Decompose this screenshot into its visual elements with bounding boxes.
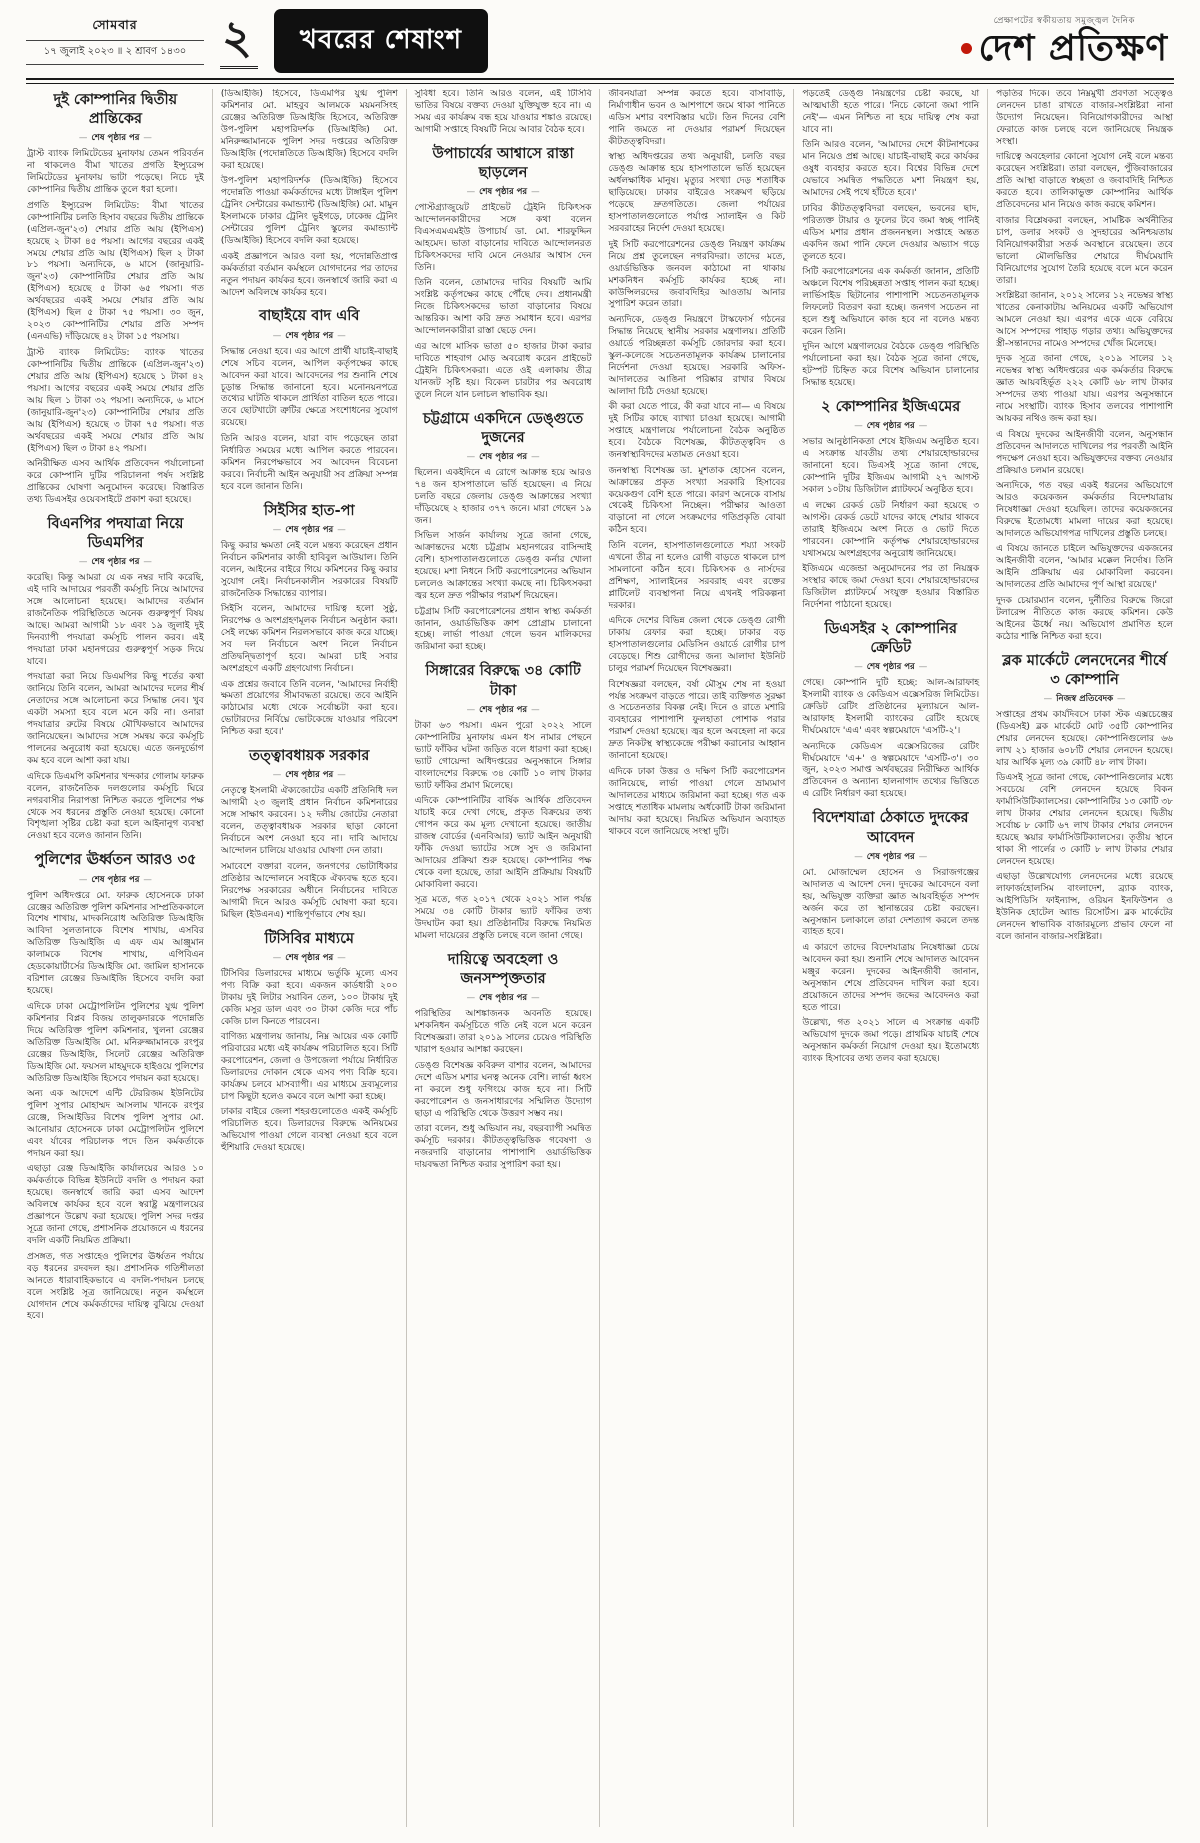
body-text: কিছু করার ক্ষমতা নেই বলে মন্তব্য করেছেন প্রধান নির্বাচন কমিশনার কাজী হাবিবুল আউয়াল। তিনি বলেন, আইনের বাইরে গিয়ে কমিশনের কিছু করার সুযোগ নেই। নির্বাচনকালীন সরকারের বিষয়টি রাজনৈতিক সিদ্ধান্তের ব্যাপার।	[220, 540, 398, 599]
body-text: নেতৃত্বে ইসলামী ঐক্যজোটের একটি প্রতিনিধি দল আগামী ২৩ জুলাই প্রধান নির্বাচন কমিশনারের সঙ্গে সাক্ষাৎ করবেন। ১২ দলীয় জোটের নেতারা বলেন, তত্ত্বাবধায়ক সরকার ছাড়া কোনো নির্বাচনে অংশ নেওয়া হবে না। দাবি আদায়ে আন্দোলন চালিয়ে যাওয়ার ঘোষণা দেন তারা।	[220, 786, 398, 857]
body-text: এক প্রশ্নের জবাবে তিনি বলেন, 'আমাদের নির্বাহী ক্ষমতা প্রয়োগের সীমাবদ্ধতা রয়েছে। তবে আইনি কাঠামোর মধ্যে থেকে সর্বোচ্চটা করা হবে। ভোটারদের নির্বিঘ্নে ভোটকেন্দ্রে যাওয়ার পরিবেশ নিশ্চিত করা হবে।'	[220, 679, 398, 738]
body-text: সপ্তাহের প্রথম কার্যদিবসে ঢাকা স্টক এক্সচেঞ্জের (ডিএসই) ব্লক মার্কেটে মোট ৩৫টি কোম্পানির শেয়ার লেনদেন হয়েছে। কোম্পানিগুলোর ৬৬ লাখ ২১ হাজার ৬০৮টি শেয়ার লেনদেন হয়েছে। যার আর্থিক মূল্য ৩৯ কোটি ৪৮ লাখ টাকা।	[996, 709, 1173, 768]
body-text: এর আগে মাসিক ভাতা ৫০ হাজার টাকা করার দাবিতে শাহবাগ মোড় অবরোধ করেন প্রাইভেট ট্রেইনি চিকিৎসকরা। এতে ওই এলাকায় তীব্র যানজট সৃষ্টি হয়। বিকেল চারটার পর অবরোধ তুলে নিলে যান চলাচল স্বাভাবিক হয়।	[414, 341, 592, 400]
body-text: এদিকে ঢাকা উত্তর ও দক্ষিণ সিটি করপোরেশন জানিয়েছে, লার্ভা পাওয়া গেলে ভ্রাম্যমাণ আদালতের মাধ্যমে জরিমানা করা হচ্ছে। গত এক সপ্তাহে শতাধিক মামলায় অর্ধকোটি টাকা জরিমানা আদায় করা হয়েছে। নিয়মিত অভিযান অব্যাহত থাকবে বলে জানিয়েছে সংস্থা দুটি।	[608, 766, 786, 837]
article-continuation	[415, 89, 592, 137]
body-text: তিনি আরও বলেন, যারা বাদ পড়েছেন তারা নির্ধারিত সময়ের মধ্যে আপিল করতে পারবেন। কমিশন নিরপেক্ষভাবে সব আবেদন বিবেচনা করবে। নির্বাচনী আইন অনুযায়ী সব প্রক্রিয়া সম্পন্ন হবে বলে জানান তিনি।	[220, 433, 398, 492]
article	[802, 620, 979, 801]
article-headline: দায়িত্বে অবহেলা ও জনসম্পৃক্ততার	[447, 952, 559, 988]
body-text: সিভিল সার্জন কার্যালয় সূত্রে জানা গেছে, আক্রান্তদের মধ্যে চট্টগ্রাম মহানগরের বাসিন্দাই বেশি। হাসপাতালগুলোতে ডেঙ্গু কর্নার খোলা হয়েছে। মশা নিধনে সিটি করপোরেশনের অভিযান চললেও আক্রান্তের সংখ্যা কমছে না। চিকিৎসকরা জ্বর হলে দ্রুত পরীক্ষার পরামর্শ দিয়েছেন।	[414, 531, 592, 602]
body-text: অন্যদিকে, ডেঙ্গু নিয়ন্ত্রণে টাস্কফোর্স গঠনের সিদ্ধান্ত নিয়েছে স্থানীয় সরকার মন্ত্রণালয়। প্রতিটি ওয়ার্ডে পরিচ্ছন্নতা কর্মসূচি জোরদার করা হবে। স্কুল-কলেজে সচেতনতামূলক কার্যক্রম চালানোর নির্দেশনা দেওয়া হয়েছে। সরকারি অফিস-আদালতের আঙিনা পরিষ্কার রাখার বিষয়ে আলাদা চিঠি দেওয়া হয়েছে।	[608, 314, 786, 397]
body-text: এদিকে দেশের বিভিন্ন জেলা থেকে ডেঙ্গু রোগী ঢাকায় রেফার করা হচ্ছে। ঢাকার বড় হাসপাতালগুলোর মেডিসিন ওয়ার্ডে রোগীর চাপ বেড়েছে। শিশু রোগীদের জন্য আলাদা ইউনিট চালুর পরামর্শ দিয়েছেন বিশেষজ্ঞরা।	[608, 616, 786, 675]
body-text: ইজিএমে এজেন্ডা অনুমোদনের পর তা নিয়ন্ত্রক সংস্থার কাছে জমা দেওয়া হবে। শেয়ারহোল্ডারদের ডিজিটাল প্ল্যাটফর্মে সংযুক্ত হওয়ার বিস্তারিত নির্দেশনা পাঠানো হয়েছে।	[802, 564, 980, 610]
body-text: ট্রাস্ট ব্যাংক লিমিটেড: ব্যাংক খাতের কোম্পানিটির দ্বিতীয় প্রান্তিকে (এপ্রিল-জুন'২৩) শেয়ার প্রতি আয় (ইপিএস) হয়েছে ১ টাকা ৪২ পয়সা। আগের বছরের একই সময়ে শেয়ার প্রতি আয় ছিল ১ টাকা ৩২ পয়সা। অন্যদিকে, ৬ মাসে (জানুয়ারি-জুন'২৩) কোম্পানিটির শেয়ার প্রতি আয় (ইপিএস) হয়েছে ৩ টাকা ৭৫ পয়সা। গত অর্থবছরের একই সময়ে শেয়ার প্রতি আয় (ইপিএস) ছিল ৩ টাকা ৪২ পয়সা।	[27, 347, 204, 454]
page-number-ornament	[220, 9, 258, 69]
continued-from-label: — শেষ পৃষ্ঠার পর —	[221, 951, 398, 965]
body-text: পরিস্থিতির আশঙ্কাজনক অবনতি হয়েছে। মশকনিধন কর্মসূচিতে গতি নেই বলে মনে করেন বিশেষজ্ঞরা। তারা ২০১৯ সালের চেয়েও পরিস্থিতি খারাপ হওয়ার আশঙ্কা করছেন।	[414, 1009, 592, 1056]
news-column-6	[988, 89, 1174, 1827]
continued-from-label: — শেষ পৃষ্ঠার পর —	[802, 419, 979, 433]
article	[221, 747, 398, 921]
article	[415, 951, 592, 1172]
body-text: বাজার বিশ্লেষকরা বলছেন, সামষ্টিক অর্থনীতির চাপ, ডলার সংকট ও সুদহারের অনিশ্চয়তায় বিনিয়োগকারীরা সতর্ক অবস্থানে রয়েছেন। তবে ভালো মৌলভিত্তির শেয়ারে দীর্ঘমেয়াদি বিনিয়োগের সুযোগ তৈরি হয়েছে বলে মনে করেন তারা।	[996, 215, 1173, 286]
continued-from-label: — শেষ পৃষ্ঠার পর —	[802, 850, 979, 864]
body-text: জীবনযাত্রা সম্পন্ন করতে হবে। বাসাবাড়ি, নির্মাণাধীন ভবন ও আশপাশে জমে থাকা পানিতে এডিস মশার বংশবিস্তার ঘটে। তিন দিনের বেশি পানি জমতে না দেওয়ার পরামর্শ দিয়েছেন কীটতত্ত্ববিদরা।	[608, 89, 786, 147]
body-text: একই প্রজ্ঞাপনে আরও বলা হয়, পদোন্নতিপ্রাপ্ত কর্মকর্তারা বর্তমান কর্মস্থলে যোগদানের পর তাদের নতুন পদায়ন কার্যকর হবে। জনস্বার্থে জারি করা এ আদেশ অবিলম্বে কার্যকর হবে।	[220, 251, 398, 298]
article-headline: বিএনপির পদযাত্রা নিয়ে ডিএমপির	[47, 515, 184, 551]
body-text: ছিলেন। একইদিনে এ রোগে আক্রান্ত হয়ে আরও ৭৪ জন হাসপাতালে ভর্তি হয়েছেন। এ নিয়ে চলতি বছরে জেলায় ডেঙ্গু আক্রান্তের সংখ্যা দাঁড়িয়েছে ২ হাজার ৩৭৭ জনে। মারা গেছেন ১৯ জন।	[414, 467, 592, 526]
day-label: সোমবার	[92, 17, 138, 32]
continued-from-label: — শেষ পৃষ্ঠার পর —	[27, 555, 204, 569]
body-text: ঢাবির কীটতত্ত্ববিদরা বলছেন, ভবনের ছাদ, পরিত্যক্ত টায়ার ও ফুলের টবে জমা স্বচ্ছ পানিই এডিস মশার প্রধান প্রজননস্থল। সপ্তাহে অন্তত একদিন জমা পানি ফেলে দেওয়ার অভ্যাস গড়ে তুলতে হবে।	[802, 203, 980, 262]
newspaper-title: দেশ প্রতিক্ষণ	[978, 27, 1168, 70]
article	[415, 662, 592, 943]
body-text: সমাবেশে বক্তারা বলেন, জনগণের ভোটাধিকার প্রতিষ্ঠার আন্দোলনে সবাইকে ঐক্যবদ্ধ হতে হবে। নিরপেক্ষ সরকারের অধীনে নির্বাচনের দাবিতে আগামী দিনে আরও কর্মসূচি ঘোষণা করা হবে। মিছিল (ইউএনএ) শান্তিপূর্ণভাবে শেষ হয়।	[220, 861, 398, 920]
article-headline: চট্টগ্রামে একদিনে ডেঙ্গুতে দুজনের	[422, 410, 584, 446]
body-text: পুলিশ অধিদপ্তরে মো. ফারুক হোসেনকে ঢাকা রেঞ্জের অতিরিক্ত পুলিশ কমিশনার সাম্প্রতিককালে বিশেষ শাখায়, মাদকনিরোধ অতিরিক্ত ডিআইজি আবিদা সুলতানাকে বিশেষ শাখায়, এসবির অতিরিক্ত ডিআইজি এ এফ এম আঞ্জুমান কালামকে বিশেষ শাখায়, এপিবিএন হেডকোয়ার্টার্সের ডিআইজি মো. জামিল হাসানকে বরিশাল রেঞ্জের ডিআইজি হিসেবে বদলি করা হয়েছে।	[27, 890, 204, 997]
body-text: গেছে। কোম্পানি দুটি হচ্ছে: আল-আরাফাহ ইসলামী ব্যাংক ও কেডিএস এক্সেসরিজ লিমিটেড। ক্রেডিট রেটিং প্রতিষ্ঠানের মূল্যায়নে আল-আরাফাহ ইসলামী ব্যাংকের রেটিং হয়েছে দীর্ঘমেয়াদে 'এএ' এবং স্বল্পমেয়াদে 'এসটি-২'।	[802, 678, 980, 737]
article-headline: উপাচার্যের আশ্বাসে রাস্তা ছাড়লেন	[432, 145, 574, 181]
date-block	[26, 17, 204, 65]
body-text: অন্যদিকে কেডিএস এক্সেসরিজের রেটিং দীর্ঘমেয়াদে 'এ+' ও স্বল্পমেয়াদে 'এসটি-৩'। ৩০ জুন, ২০২৩ সমাপ্ত অর্থবছরের নিরীক্ষিত আর্থিক প্রতিবেদন ও অন্যান্য হালনাগাদ তথ্যের ভিত্তিতে এ রেটিং নির্ধারণ করা হয়েছে।	[802, 741, 980, 800]
body-text: অনিরীক্ষিত এসব আর্থিক প্রতিবেদন পর্যালোচনা করে কোম্পানি দুটির পরিচালনা পর্ষদ সংশ্লিষ্ট প্রান্তিকের ঘোষণা অনুমোদন করেছে। বিস্তারিত তথ্য ডিএসইর ওয়েবসাইটে প্রকাশ করা হয়েছে।	[27, 458, 204, 505]
article	[27, 515, 204, 844]
body-text: পোস্টগ্র্যাজুয়েট প্রাইভেট ট্রেইনি চিকিৎসক আন্দোলনকারীদের সঙ্গে কথা বলেন বিএসএমএমইউ উপাচার্য ডা. মো. শারফুদ্দিন আহমেদ। ভাতা বাড়ানোর দাবিতে আন্দোলনরত চিকিৎসকদের দাবি মেনে নেওয়ার আশ্বাস দেন তিনি।	[414, 203, 592, 273]
article	[27, 91, 204, 507]
article-continuation	[802, 89, 979, 390]
continued-from-label: — শেষ পৃষ্ঠার পর —	[415, 185, 592, 199]
body-text: তিনি বলেন, হাসপাতালগুলোতে শয্যা সংকট এখনো তীব্র না হলেও রোগী বাড়তে থাকলে চাপ সামলানো কঠিন হবে। চিকিৎসক ও নার্সদের প্রশিক্ষণ, স্যালাইনের সরবরাহ এবং রক্তের প্লাটিলেট ব্যবস্থাপনা নিয়ে এখনই পরিকল্পনা দরকার।	[608, 540, 786, 611]
article-headline: ২ কোম্পানির ইজিএমের	[821, 399, 961, 416]
body-text: সংশ্লিষ্টরা জানান, ২০১২ সালের ১২ নভেম্বর স্বাস্থ্য খাতের কেনাকাটায় অনিয়মের একটি অভিযোগ আমলে নেওয়া হয়। এরপর একে একে বেরিয়ে আসে সম্পদের পাহাড় গড়ার তথ্য। অভিযুক্তদের স্ত্রী-সন্তানদের নামেও সম্পদের খোঁজ মিলেছে।	[996, 291, 1173, 349]
body-text: চট্টগ্রাম সিটি করপোরেশনের প্রধান স্বাস্থ্য কর্মকর্তা জানান, ওয়ার্ডভিত্তিক ক্রাশ প্রোগ্রাম চালানো হচ্ছে। লার্ভা পাওয়া গেলে ভবন মালিকদের জরিমানা করা হচ্ছে।	[414, 606, 592, 653]
article-headline: তত্ত্বাবধায়ক সরকার	[249, 748, 370, 765]
body-text: দুদক সূত্রে জানা গেছে, ২০১৯ সালের ১২ নভেম্বর স্বাস্থ্য অধিদপ্তরের এক কর্মকর্তার বিরুদ্ধে জ্ঞাত আয়বহির্ভূত ২২২ কোটি ৬৮ লাখ টাকার সম্পদের তথ্য পাওয়া যায়। এরপর অনুসন্ধানে নামে সংস্থাটি। ব্যাংক হিসাব তলবের পাশাপাশি আয়কর নথিও জব্দ করা হয়।	[996, 354, 1173, 425]
article-headline: দুই কোম্পানির দ্বিতীয় প্রান্তিকের	[53, 92, 178, 128]
section-banner-label: খবরের শেষাংশ	[299, 25, 462, 55]
article-headline: পুলিশের ঊর্ধ্বতন আরও ৩৫	[34, 852, 197, 869]
article-headline: ডিএসইর ২ কোম্পানির ক্রেডিট	[824, 620, 957, 657]
body-text: টিসিবির ডিলারদের মাধ্যমে ভর্তুকি মূল্যে এসব পণ্য বিক্রি করা হবে। একজন কার্ডধারী ২০০ টাকায় দুই লিটার সয়াবিন তেল, ১০০ টাকায় দুই কেজি মসুর ডাল এবং ৩০ টাকা কেজি দরে পাঁচ কেজি চাল কিনতে পারবেন।	[220, 968, 398, 1027]
body-text: এ লক্ষ্যে রেকর্ড ডেট নির্ধারণ করা হয়েছে ৩ আগস্ট। রেকর্ড ডেটে যাদের কাছে শেয়ার থাকবে তারাই ইজিএমে অংশ নিতে ও ভোট দিতে পারবেন। কোম্পানি কর্তৃপক্ষ শেয়ারহোল্ডারদের যথাসময়ে অংশগ্রহণের অনুরোধ জানিয়েছে।	[802, 500, 980, 559]
article-headline: টিসিবির মাধ্যমে	[264, 930, 354, 947]
article	[415, 145, 592, 402]
body-text: প্রগতি ইন্স্যুরেন্স লিমিটেড: বীমা খাতের কোম্পানিটির চলতি হিসাব বছরের দ্বিতীয় প্রান্তিকে (এপ্রিল-জুন'২৩) শেয়ার প্রতি আয় (ইপিএস) হয়েছে ২ টাকা ৪৫ পয়সা। আগের বছরের একই সময়ে শেয়ার প্রতি আয় (ইপিএস) ছিল ২ টাকা ৮১ পয়সা। অন্যদিকে, ৬ মাসে (জানুয়ারি-জুন'২৩) কোম্পানিটির শেয়ার প্রতি আয় (ইপিএস) হয়েছে ৫ টাকা ৬৫ পয়সা। গত অর্থবছরের একই সময়ে শেয়ার প্রতি আয় (ইপিএস) ছিল ৫ টাকা ৭৫ পয়সা। ৩০ জুন, ২০২৩ কোম্পানিটির শেয়ার প্রতি সম্পদ (এনএভি) দাঁড়িয়েছে ৪২ টাকা ১৫ পয়সায়।	[27, 200, 204, 343]
body-text: সুবিধা হবে। তিনি আরও বলেন, এই টিসিবি ভাতির বিষয়ে বক্তব্য দেওয়া যুক্তিযুক্ত হবে না। এ সময় এর কার্যক্রম বন্ধ হয়ে যাওয়ার শঙ্কাও রয়েছে। আগামী সপ্তাহে বিষয়টি নিয়ে আবার বৈঠক হবে।	[414, 89, 592, 135]
body-text: এ বিষয়ে জানতে চাইলে অভিযুক্তদের একজনের আইনজীবী বলেন, 'আমার মক্কেল নির্দোষ। তিনি আইনি প্রক্রিয়ায় এর মোকাবিলা করবেন। আদালতের প্রতি আমাদের পূর্ণ আস্থা রয়েছে।'	[996, 544, 1173, 591]
body-text: ঢাকার বাইরে জেলা শহরগুলোতেও একই কর্মসূচি পরিচালিত হবে। ডিলারদের বিরুদ্ধে অনিয়মের অভিযোগ পাওয়া গেলে ব্যবস্থা নেওয়া হবে বলে হুঁশিয়ারি দেওয়া হয়েছে।	[220, 1107, 398, 1154]
body-text: প্রসঙ্গত, গত সপ্তাহেও পুলিশের ঊর্ধ্বতন পর্যায়ে বড় ধরনের রদবদল হয়। প্রশাসনিক গতিশীলতা আনতে ধারাবাহিকভাবে এ বদলি-পদায়ন চলছে বলে সংশ্লিষ্ট সূত্র জানিয়েছে। নতুন কর্মস্থলে যোগদান শেষে কর্মকর্তাদের দায়িত্ব বুঝিয়ে দেওয়া হবে।	[27, 1251, 204, 1322]
body-text: জনস্বাস্থ্য বিশেষজ্ঞ ডা. মুশতাক হোসেন বলেন, আক্রান্তের প্রকৃত সংখ্যা সরকারি হিসাবের কয়েকগুণ বেশি হতে পারে। কারণ অনেকে বাসায় থেকেই চিকিৎসা নিচ্ছেন। পরীক্ষার আওতা বাড়ানো না গেলে সংক্রমণের গতিপ্রকৃতি বোঝা কঠিন হবে।	[608, 465, 786, 536]
body-text: পড়তেই ডেঙ্গু নিয়ন্ত্রণের চেষ্টা করছে, যা আত্মঘাতী হতে পারে। 'নিচে কোনো জমা পানি নেই'— এমন নিশ্চিত না হয়ে দায়িত্ব শেষ করা যাবে না।	[802, 89, 980, 135]
article-headline: সিঙ্গারের বিরুদ্ধে ৩৪ কোটি টাকা	[425, 663, 581, 699]
continued-from-label: — শেষ পৃষ্ঠার পর —	[802, 660, 979, 674]
continued-from-label: — শেষ পৃষ্ঠার পর —	[27, 873, 204, 887]
body-text: মো. মোজাম্মেল হোসেন ও সিরাজগঞ্জের আদালত এ আদেশ দেন। দুদকের আবেদনে বলা হয়, অভিযুক্ত ব্যক্তিরা জ্ঞাত আয়বহির্ভূত সম্পদ অর্জন করে তা স্থানান্তরের চেষ্টা করছেন। অনুসন্ধান চলাকালে তারা দেশত্যাগ করলে তদন্ত ব্যাহত হবে।	[802, 867, 980, 938]
masthead	[961, 14, 1174, 68]
body-text: এদিকে কোম্পানিটির বার্ষিক আর্থিক প্রতিবেদন যাচাই করে দেখা গেছে, প্রকৃত বিক্রয়ের তথ্য গোপন করে কম মূল্য দেখানো হয়েছে। জাতীয় রাজস্ব বোর্ডের (এনবিআর) ভ্যাট আইন অনুযায়ী ফাঁকি দেওয়া ভ্যাটের সঙ্গে সুদ ও জরিমানা আদায়ের প্রক্রিয়া শুরু হয়েছে। কোম্পানির পক্ষ থেকে বলা হয়েছে, তারা আইনি প্রক্রিয়ায় বিষয়টি মোকাবিলা করবে।	[414, 795, 592, 890]
body-text: ডেঙ্গু বিশেষজ্ঞ কবিরুল বাশার বলেন, আমাদের দেশে এডিস মশার ঘনত্ব অনেক বেশি। লার্ভা ধ্বংস না করলে শুধু ফগিংয়ে কাজ হবে না। সিটি করপোরেশন ও জনসাধারণের সম্মিলিত উদ্যোগ ছাড়া এ পরিস্থিতি থেকে উত্তরণ সম্ভব নয়।	[414, 1060, 592, 1119]
article	[221, 930, 398, 1156]
continued-from-label: — শেষ পৃষ্ঠার পর —	[221, 329, 398, 343]
body-text: সিইসি বলেন, আমাদের দায়িত্ব হলো সুষ্ঠু, নিরপেক্ষ ও অংশগ্রহণমূলক নির্বাচন অনুষ্ঠান করা। সেই লক্ষ্যে কমিশন নিরলসভাবে কাজ করে যাচ্ছে। সব দল নির্বাচনে অংশ নিলে নির্বাচন প্রতিদ্বন্দ্বিতাপূর্ণ হবে। আমরা চাই সবার অংশগ্রহণে একটি গ্রহণযোগ্য নির্বাচন।	[220, 604, 398, 675]
body-text: এছাড়া উল্লেখযোগ্য লেনদেনের মধ্যে রয়েছে লাফার্জহোলসিম বাংলাদেশ, ব্র্যাক ব্যাংক, আইপিডিসি ফাইন্যান্স, ওরিয়ন ইনফিউশন ও ইউনিক হোটেল অ্যান্ড রিসোর্টস। ব্লক মার্কেটের লেনদেন স্বাভাবিক বাজারমূল্যে প্রভাব ফেলে না বলে জানান বাজার-সংশ্লিষ্টরা।	[996, 872, 1173, 943]
newspaper-logo	[961, 27, 1168, 70]
body-text: সভার আনুষ্ঠানিকতা শেষে ইজিএম অনুষ্ঠিত হবে। এ সংক্রান্ত যাবতীয় তথ্য শেয়ারহোল্ডারদের জানানো হবে। ডিএসই সূত্রে জানা গেছে, কোম্পানি দুটির ইজিএম আগামী ২৭ আগস্ট সকাল ১০টায় ডিজিটাল প্ল্যাটফর্মে অনুষ্ঠিত হবে।	[802, 437, 980, 496]
article	[415, 410, 592, 655]
article	[802, 398, 979, 612]
article-continuation	[608, 89, 785, 839]
body-text: পদযাত্রা করা নিয়ে ডিএমপির কিছু শর্তের কথা জানিয়ে তিনি বলেন, আমরা আমাদের দলের শীর্ষ নেতাদের সঙ্গে আলোচনা করে সিদ্ধান্ত নেব। খুব একটা সমস্যা হবে বলে মনে করি না। ওনারা পদযাত্রার রুটের বিষয়ে মৌখিকভাবে আমাদের জানিয়েছেন। আমাদের সঙ্গে সমন্বয় করে কর্মসূচি পালনের অনুরোধ করা হয়েছে। এতে জনদুর্ভোগ কম হবে বলে আশা করা যায়।	[27, 672, 204, 767]
article	[27, 851, 204, 1323]
body-text: দুই সিটি করপোরেশনের ডেঙ্গু নিয়ন্ত্রণ কার্যক্রম নিয়ে প্রশ্ন তুলেছেন নগরবিদরা। তাদের মতে, ওয়ার্ডভিত্তিক জনবল কাঠামো না থাকায় মশকনিধন কর্মসূচি কার্যকর হচ্ছে না। কাউন্সিলরদের জবাবদিহির আওতায় আনার সুপারিশ করেন তারা।	[608, 239, 786, 310]
body-text: দুদিন আগে মন্ত্রণালয়ের বৈঠকে ডেঙ্গু পরিস্থিতি পর্যালোচনা করা হয়। বৈঠক সূত্রে জানা গেছে, হটস্পট চিহ্নিত করে বিশেষ অভিযান চালানোর সিদ্ধান্ত হয়েছে।	[802, 342, 980, 389]
news-column-4	[600, 89, 794, 1827]
continued-from-label: — শেষ পৃষ্ঠার পর —	[221, 523, 398, 537]
continued-from-label: — শেষ পৃষ্ঠার পর —	[415, 703, 592, 717]
article-headline: বাছাইয়ে বাদ এবি	[259, 308, 360, 325]
article-continuation	[221, 89, 398, 299]
article	[221, 502, 398, 740]
continued-from-label: — শেষ পৃষ্ঠার পর —	[415, 991, 592, 1005]
article-continuation	[996, 89, 1173, 644]
section-banner	[274, 9, 488, 73]
continued-from-label: — নিজস্ব প্রতিবেদক —	[996, 692, 1173, 706]
body-text: সিদ্ধান্ত নেওয়া হবে। এর আগে প্রার্থী যাচাই-বাছাই শেষে সচিব বলেন, আপিল কর্তৃপক্ষের কাছে আবেদন করা যাবে। আবেদনের পর শুনানি শেষে চূড়ান্ত সিদ্ধান্ত জানানো হবে। মনোনয়নপত্রে তথ্যের ঘাটতি থাকলে প্রার্থিতা বাতিল হতে পারে। তবে ছোটখাটো ত্রুটির ক্ষেত্রে সংশোধনের সুযোগ রয়েছে।	[220, 346, 398, 429]
page-number: ২	[222, 9, 252, 64]
body-text: তারা বলেন, শুধু অভিযান নয়, বছরব্যাপী সমন্বিত কর্মসূচি দরকার। কীটতত্ত্বভিত্তিক গবেষণা ও নজরদারি বাড়ানোর পাশাপাশি ওয়ার্ডভিত্তিক দায়বদ্ধতা নিশ্চিত করার সুপারিশ করা হয়।	[414, 1124, 592, 1170]
body-text: পড়তির দিকে। তবে নিম্নমুখী প্রবণতা সত্ত্বেও লেনদেন চাঙা রাখতে বাজার-সংশ্লিষ্টরা নানা উদ্যোগ নিয়েছেন। বিনিয়োগকারীদের আস্থা ফেরাতে কাজ চলছে বলে জানিয়েছে নিয়ন্ত্রক সংস্থা।	[996, 89, 1173, 147]
body-text: স্বাস্থ্য অধিদপ্তরের তথ্য অনুযায়ী, চলতি বছর ডেঙ্গু আক্রান্ত হয়ে হাসপাতালে ভর্তি হয়েছেন অর্ধলক্ষাধিক মানুষ। মৃত্যুর সংখ্যা দেড় শতাধিক ছাড়িয়েছে। ঢাকার বাইরেও সংক্রমণ ছড়িয়ে পড়েছে দ্রুতগতিতে। জেলা পর্যায়ের হাসপাতালগুলোতে পর্যাপ্ত স্যালাইন ও কিট সরবরাহের নির্দেশ দেওয়া হয়েছে।	[608, 152, 786, 235]
body-text: সিটি করপোরেশনের এক কর্মকর্তা জানান, প্রতিটি অঞ্চলে বিশেষ পরিচ্ছন্নতা সপ্তাহ পালন করা হচ্ছে। লার্ভিসাইড ছিটানোর পাশাপাশি সচেতনতামূলক লিফলেট বিতরণ করা হচ্ছে। জনগণ সচেতন না হলে শুধু অভিযানে কাজ হবে না বলেও মন্তব্য করেন তিনি।	[802, 267, 980, 337]
body-text: (ডিআইজি) হিসেবে, ডিএমপির যুগ্ম পুলিশ কমিশনার মো. মাহবুব আলমকে ময়মনসিংহ রেঞ্জের অতিরিক্ত ডিআইজি হিসেবে, অতিরিক্ত উপ-পুলিশ মহাপরিদর্শক (ডিআইজি) মো. মনিরুজ্জামানকে পুলিশ সদর দপ্তরের অতিরিক্ত ডিআইজি (পদোন্নতিতে ডিআইজি) হিসেবে বদলি করা হয়েছে।	[220, 89, 398, 171]
body-text: ট্রাস্ট ব্যাংক লিমিটেডের মুনাফায় তেমন পরিবর্তন না থাকলেও বীমা খাতের প্রগতি ইন্স্যুরেন্স লিমিটেডের মুনাফায় ভাটা পড়েছে। নিচে দুই কোম্পানির দ্বিতীয় প্রান্তিক তুলে ধরা হলো।	[27, 149, 204, 196]
logo-mark-icon	[961, 43, 972, 54]
body-text: অন্যদিকে, গত বছর একই ধরনের অভিযোগে আরও কয়েকজন কর্মকর্তার বিদেশযাত্রায় নিষেধাজ্ঞা দেওয়া হয়েছিল। তাদের কয়েকজনের বিরুদ্ধে ইতোমধ্যে মামলা দায়ের করা হয়েছে। আদালতে অভিযোগপত্র দাখিলের প্রস্তুতি চলছে।	[996, 481, 1173, 539]
date-line: ১৭ জুলাই ২০২৩ ॥ ২ শ্রাবণ ১৪৩০	[26, 40, 204, 65]
body-text: এদিকে ডিএমপি কমিশনার খন্দকার গোলাম ফারুক বলেন, রাজনৈতিক দলগুলোর কর্মসূচি ঘিরে নগরবাসীর নিরাপত্তা নিশ্চিত করতে পুলিশের পক্ষ থেকে সব ধরনের প্রস্তুতি নেওয়া হয়েছে। কোনো বিশৃঙ্খলা সৃষ্টির চেষ্টা করা হলে আইনানুগ ব্যবস্থা নেওয়া হবে বলেও জানান তিনি।	[27, 771, 204, 842]
article-headline: বিদেশযাত্রা ঠেকাতে দুদকের আবেদন	[812, 810, 969, 846]
continued-from-label: — শেষ পৃষ্ঠার পর —	[27, 131, 204, 145]
continued-from-label: — শেষ পৃষ্ঠার পর —	[415, 450, 592, 464]
body-text: করেছি। কিন্তু আমরা যে এক নম্বর দাবি করেছি, এই দাবি আদায়ের পরবর্তী কর্মসূচি নিয়ে আমাদের সঙ্গে আলোচনা হয়েছে। আমাদের বর্তমান রাজনৈতিক পরিস্থিতিতে অনেক গুরুত্বপূর্ণ বিষয় আছে। আমরা আগামী ১৮ এবং ১৯ জুলাই দুই দিনব্যাপী পদযাত্রা কর্মসূচি পালন করব। এই পদযাত্রা ঢাকা মহানগরের গুরুত্বপূর্ণ সড়ক দিয়ে যাবে।	[27, 573, 204, 667]
body-text: ডিএসই সূত্রে জানা গেছে, কোম্পানিগুলোর মধ্যে সবচেয়ে বেশি লেনদেন হয়েছে বিকন ফার্মাসিউটিক্যালসের। কোম্পানিটির ১৩ কোটি ৩৮ লাখ টাকার শেয়ার লেনদেন হয়েছে। দ্বিতীয় সর্বোচ্চ ৮ কোটি ৬৭ লাখ টাকার শেয়ার লেনদেন হয়েছে স্কয়ার ফার্মাসিউটিক্যালসের। তৃতীয় স্থানে থাকা সী পার্লের ৩ কোটি ৮ লাখ টাকার শেয়ার লেনদেন হয়েছে।	[996, 773, 1173, 867]
news-column-1	[26, 89, 213, 1827]
continued-from-label: — শেষ পৃষ্ঠার পর —	[221, 768, 398, 782]
body-text: এছাড়া রেঞ্জ ডিআইজি কার্যালয়ের আরও ১০ কর্মকর্তাকে বিভিন্ন ইউনিটে বদলি ও পদায়ন করা হয়েছে। জনস্বার্থে জারি করা এসব আদেশ অবিলম্বে কার্যকর হবে বলে স্বরাষ্ট্র মন্ত্রণালয়ের প্রজ্ঞাপনে উল্লেখ করা হয়েছে। পুলিশ সদর দপ্তর সূত্রে জানা গেছে, প্রশাসনিক প্রয়োজনে এ ধরনের বদলি একটি নিয়মিত প্রক্রিয়া।	[27, 1164, 204, 1247]
body-text: তিনি আরও বলেন, 'আমাদের দেশে কীটনাশকের মান নিয়েও প্রশ্ন আছে। যাচাই-বাছাই করে কার্যকর ওষুধ ব্যবহার করতে হবে। বিশ্বের বিভিন্ন দেশে যেভাবে সমন্বিত পদ্ধতিতে মশা নিয়ন্ত্রণ হয়, আমাদের সেই পথে হাঁটতে হবে।'	[802, 140, 980, 199]
news-column-5	[794, 89, 988, 1827]
body-text: অন্য এক আদেশে এন্টি টেররিজম ইউনিটের পুলিশ সুপার মোহাম্মদ আসলাম খানকে রংপুর রেঞ্জে, সিআইডির বিশেষ পুলিশ সুপার মো. আনোয়ার হোসেনকে ঢাকা মেট্রোপলিটন পুলিশে এবং র্যাবের পরিচালক পদে তিন কর্মকর্তাকে পদায়ন করা হয়।	[27, 1089, 204, 1159]
article-headline: ব্লক মার্কেটে লেনদেনের শীর্ষে ৩ কোম্পানি	[1002, 652, 1167, 688]
masthead-tagline: প্রেক্ষাপটের স্বকীয়তায় সমুজ্জ্বল দৈনিক	[993, 16, 1135, 27]
body-text: এ বিষয়ে দুদকের আইনজীবী বলেন, অনুসন্ধান প্রতিবেদন আদালতে দাখিলের পর পরবর্তী আইনি পদক্ষেপ নেওয়া হবে। অভিযুক্তদের বক্তব্য নেওয়ার প্রক্রিয়াও চলমান রয়েছে।	[996, 429, 1173, 476]
body-text: এ কারণে তাদের বিদেশযাত্রায় নিষেধাজ্ঞা চেয়ে আবেদন করা হয়। শুনানি শেষে আদালত আবেদন মঞ্জুর করেন। দুদকের আইনজীবী জানান, অনুসন্ধান শেষে প্রতিবেদন দাখিল করা হবে। প্রয়োজনে তাদের সম্পদ জব্দের আবেদনও করা হতে পারে।	[802, 942, 980, 1013]
article-columns	[26, 89, 1174, 1827]
article	[221, 307, 398, 493]
body-text: দায়িত্বে অবহেলার কোনো সুযোগ নেই বলে মন্তব্য করেছেন সংশ্লিষ্টরা। তারা বলছেন, পুঁজিবাজারের প্রতি আস্থা বাড়াতে স্বচ্ছতা ও জবাবদিহি নিশ্চিত করতে হবে। তালিকাভুক্ত কোম্পানির আর্থিক প্রতিবেদনের মান নিয়েও কাজ করছে কমিশন।	[996, 152, 1173, 211]
header-rule	[26, 78, 1174, 84]
body-text: উল্লেখ্য, গত ২০২১ সালে এ সংক্রান্ত একটি অভিযোগ দুদকে জমা পড়ে। প্রাথমিক যাচাই শেষে অনুসন্ধান কর্মকর্তা নিয়োগ দেওয়া হয়। ইতোমধ্যে ব্যাংক হিসাবের তথ্য তলব করা হয়েছে।	[802, 1018, 980, 1065]
body-text: সূত্র মতে, গত ২০১৭ থেকে ২০২১ সাল পর্যন্ত সময়ে ৩৪ কোটি টাকার ভ্যাট ফাঁকির তথ্য উদঘাটন করা হয়। প্রতিষ্ঠানটির বিরুদ্ধে নিয়মিত মামলা দায়েরের প্রস্তুতি চলছে বলে জানা গেছে।	[414, 895, 592, 942]
article	[996, 652, 1173, 945]
page-header	[26, 8, 1174, 74]
body-text: এদিকে ঢাকা মেট্রোপলিটন পুলিশের যুগ্ম পুলিশ কমিশনার বিপ্লব বিজয় তালুকদারকে পদোন্নতি দিয়ে অতিরিক্ত পুলিশ কমিশনার, খুলনা রেঞ্জের অতিরিক্ত ডিআইজি মো. মনিরুজ্জামানকে রংপুর রেঞ্জের ডিআইজি, সিলেট রেঞ্জের অতিরিক্ত ডিআইজি মো. ফয়সল মাহমুদকে হাইওয়ে পুলিশের অতিরিক্ত ডিআইজি হিসেবে পদায়ন করা হয়েছে।	[27, 1001, 204, 1084]
body-text: তিনি বলেন, তোমাদের দাবির বিষয়টি আমি সংশ্লিষ্ট কর্তৃপক্ষের কাছে পৌঁছে দেব। প্রধানমন্ত্রী নিজে চিকিৎসকদের ভাতা বাড়ানোর বিষয়ে আন্তরিক। আশা করি দ্রুত সমাধান হবে। এরপর আন্দোলনকারীরা রাস্তা ছেড়ে দেন।	[414, 278, 592, 337]
article	[802, 809, 979, 1066]
news-column-3	[407, 89, 601, 1827]
news-column-2	[213, 89, 407, 1827]
body-text: বাণিজ্য মন্ত্রণালয় জানায়, নিম্ন আয়ের এক কোটি পরিবারের মধ্যে এই কার্যক্রম পরিচালিত হবে। সিটি করপোরেশন, জেলা ও উপজেলা পর্যায়ে নির্ধারিত ডিলারদের দোকান থেকে এসব পণ্য বিক্রি হবে। কার্যক্রম চলবে মাসব্যাপী। এর মাধ্যমে দ্রব্যমূল্যের চাপ কিছুটা হলেও কমবে বলে আশা করা হচ্ছে।	[220, 1032, 398, 1102]
article-headline: সিইসির হাত-পা	[263, 502, 355, 519]
body-text: টাকা ৬৩ পয়সা। এমন পুরো ২০২২ সালে কোম্পানিটির মুনাফায় এমন ধস নামার পেছনে ভ্যাট ফাঁকির ঘটনা জড়িত বলে ধারণা করা হচ্ছে। ভ্যাট গোয়েন্দা অধিদপ্তরের অনুসন্ধানে সিঙ্গার বাংলাদেশের বিরুদ্ধে ৩৪ কোটি ১০ লাখ টাকার ভ্যাট ফাঁকির প্রমাণ মিলেছে।	[414, 720, 592, 791]
body-text: দুদক চেয়ারম্যান বলেন, দুর্নীতির বিরুদ্ধে জিরো টলারেন্স নীতিতে কাজ করছে কমিশন। কেউ আইনের ঊর্ধ্বে নয়। অভিযোগ প্রমাণিত হলে কঠোর শাস্তি নিশ্চিত করা হবে।	[996, 595, 1173, 642]
body-text: কী করা যেতে পারে, কী করা যাবে না— এ বিষয়ে দুই সিটির কাছে ব্যাখ্যা চাওয়া হয়েছে। আগামী সপ্তাহে মন্ত্রণালয়ে পর্যালোচনা বৈঠক অনুষ্ঠিত হবে। বৈঠকে বিশেষজ্ঞ, কীটতত্ত্ববিদ ও জনস্বাস্থ্যবিদদের মতামত নেওয়া হবে।	[608, 402, 786, 461]
body-text: উপ-পুলিশ মহাপরিদর্শক (ডিআইজি) হিসেবে পদোন্নতি পাওয়া কর্মকর্তাদের মধ্যে টাঙ্গাইল পুলিশ ট্রেনিং সেন্টারের কমান্ড্যান্ট (ডিআইজি) মো. মামুন ইসলামকে ঢাকার ট্রেনিং ভুইগড়ে, ঢাকেন্দ্র ট্রেনিং সেন্টারের পুলিশ ট্রেনিং স্কুলের কমান্ড্যান্ট (ডিআইজি) হিসেবে বদলি করা হয়েছে।	[220, 176, 398, 247]
body-text: বিশেষজ্ঞরা বলছেন, বর্ষা মৌসুম শেষ না হওয়া পর্যন্ত সংক্রমণ বাড়তে পারে। তাই ব্যক্তিগত সুরক্ষা ও সচেতনতার বিকল্প নেই। দিনে ও রাতে মশারি ব্যবহারের পাশাপাশি ফুলহাতা পোশাক পরার পরামর্শ দেওয়া হয়েছে। জ্বর হলে অবহেলা না করে দ্রুত নিকটস্থ স্বাস্থ্যকেন্দ্রে পরীক্ষা করানোর আহ্বান জানানো হয়েছে।	[608, 679, 786, 762]
